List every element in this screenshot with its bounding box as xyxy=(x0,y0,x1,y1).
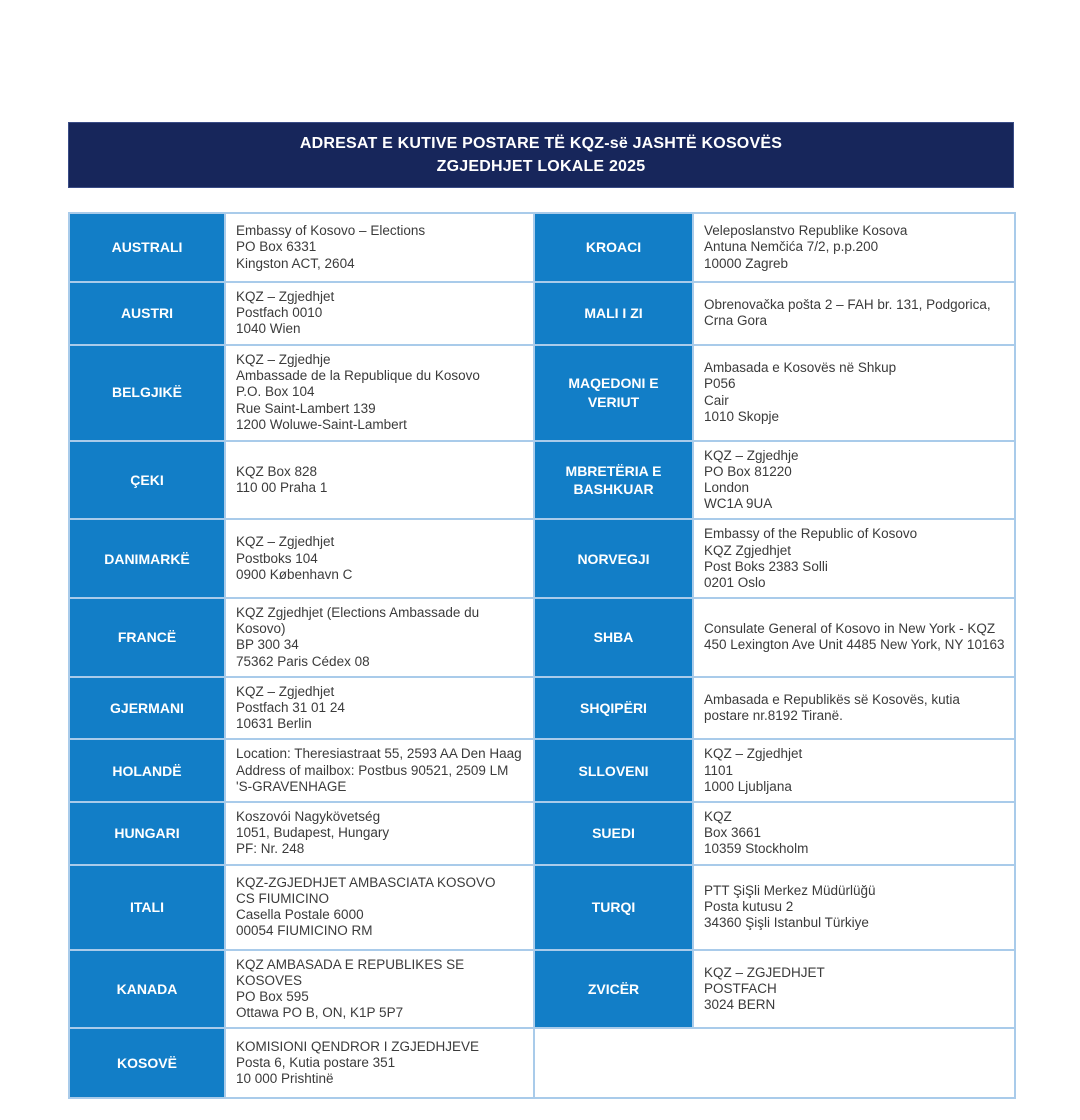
address-cell: Veleposlanstvo Republike Kosova Antuna Nemčića 7/2, p.p.200 10000 Zagreb xyxy=(693,213,1015,282)
country-cell: HOLANDË xyxy=(69,739,225,802)
address-cell: Koszovói Nagykövetség 1051, Budapest, Hungary PF: Nr. 248 xyxy=(225,802,534,865)
address-cell: Embassy of Kosovo – Elections PO Box 6331 Kingston ACT, 2604 xyxy=(225,213,534,282)
country-cell: BELGJIKË xyxy=(69,345,225,441)
address-cell: KQZ – Zgjedhjet 1101 1000 Ljubljana xyxy=(693,739,1015,802)
page-title-line2: ZGJEDHJET LOKALE 2025 xyxy=(436,158,646,175)
address-cell: KQZ Box 828 110 00 Praha 1 xyxy=(225,441,534,520)
country-cell: NORVEGJI xyxy=(534,519,693,598)
country-cell: ITALI xyxy=(69,865,225,950)
country-cell: AUSTRI xyxy=(69,282,225,345)
country-cell: ZVICËR xyxy=(534,950,693,1029)
page-title-line1: ADRESAT E KUTIVE POSTARE TË KQZ-së JASHTË KOSOVËS xyxy=(299,134,783,152)
country-cell: TURQI xyxy=(534,865,693,950)
table-row xyxy=(69,213,1015,282)
country-cell: SHQIPËRI xyxy=(534,677,693,740)
postal-address-table xyxy=(68,212,1016,1099)
country-cell: MALI I ZI xyxy=(534,282,693,345)
address-cell: Location: Theresiastraat 55, 2593 AA Den Haag Address of mailbox: Postbus 90521, 2509 LM 'S-GRAVENHAGE xyxy=(225,739,534,802)
table-row xyxy=(69,739,1015,802)
table-row xyxy=(69,802,1015,865)
country-cell: FRANCË xyxy=(69,598,225,677)
table-row xyxy=(69,865,1015,950)
address-cell: Consulate General of Kosovo in New York - KQZ 450 Lexington Ave Unit 4485 New York, NY 10163 xyxy=(693,598,1015,677)
address-cell: KQZ – Zgjedhjet Postfach 31 01 24 10631 Berlin xyxy=(225,677,534,740)
address-cell: KQZ – Zgjedhje PO Box 81220 London WC1A 9UA xyxy=(693,441,1015,520)
address-cell: KQZ AMBASADA E REPUBLIKES SE KOSOVES PO Box 595 Ottawa PO B, ON, K1P 5P7 xyxy=(225,950,534,1029)
country-cell: DANIMARKË xyxy=(69,519,225,598)
address-cell: KQZ-ZGJEDHJET AMBASCIATA KOSOVO CS FIUMICINO Casella Postale 6000 00054 FIUMICINO RM xyxy=(225,865,534,950)
address-cell: Ambasada e Republikës së Kosovës, kutia postare nr.8192 Tiranë. xyxy=(693,677,1015,740)
country-cell: SLLOVENI xyxy=(534,739,693,802)
table-row xyxy=(69,677,1015,740)
table-row xyxy=(69,950,1015,1029)
address-cell: PTT ŞiŞli Merkez Müdürlüğü Posta kutusu 2 34360 Şişli Istanbul Türkiye xyxy=(693,865,1015,950)
country-cell: SUEDI xyxy=(534,802,693,865)
table-row xyxy=(69,282,1015,345)
address-cell: KOMISIONI QENDROR I ZGJEDHJEVE Posta 6, Kutia postare 351 10 000 Prishtinë xyxy=(225,1028,534,1098)
address-cell: KQZ – Zgjedhje Ambassade de la Republique du Kosovo P.O. Box 104 Rue Saint-Lambert 139 1200 Woluwe-Saint-Lambert xyxy=(225,345,534,441)
address-cell: Embassy of the Republic of Kosovo KQZ Zgjedhjet Post Boks 2383 Solli 0201 Oslo xyxy=(693,519,1015,598)
address-cell: KQZ Box 3661 10359 Stockholm xyxy=(693,802,1015,865)
address-cell: Ambasada e Kosovës në Shkup P056 Cair 1010 Skopje xyxy=(693,345,1015,441)
address-cell: Obrenovačka pošta 2 – FAH br. 131, Podgorica, Crna Gora xyxy=(693,282,1015,345)
address-cell: KQZ – ZGJEDHJET POSTFACH 3024 BERN xyxy=(693,950,1015,1029)
address-cell: KQZ Zgjedhjet (Elections Ambassade du Kosovo) BP 300 34 75362 Paris Cédex 08 xyxy=(225,598,534,677)
country-cell: SHBA xyxy=(534,598,693,677)
table-row xyxy=(69,598,1015,677)
table-row xyxy=(69,1028,1015,1098)
page-title xyxy=(68,122,1014,188)
address-cell: KQZ – Zgjedhjet Postfach 0010 1040 Wien xyxy=(225,282,534,345)
country-cell: MAQEDONI E VERIUT xyxy=(534,345,693,441)
country-cell: GJERMANI xyxy=(69,677,225,740)
address-cell: KQZ – Zgjedhjet Postboks 104 0900 København C xyxy=(225,519,534,598)
country-cell: AUSTRALI xyxy=(69,213,225,282)
table-row xyxy=(69,519,1015,598)
country-cell: KANADA xyxy=(69,950,225,1029)
country-cell: HUNGARI xyxy=(69,802,225,865)
country-cell: KROACI xyxy=(534,213,693,282)
table-row xyxy=(69,345,1015,441)
empty-cell xyxy=(534,1028,1015,1098)
table-row xyxy=(69,441,1015,520)
country-cell: ÇEKI xyxy=(69,441,225,520)
country-cell: MBRETËRIA E BASHKUAR xyxy=(534,441,693,520)
country-cell: KOSOVË xyxy=(69,1028,225,1098)
